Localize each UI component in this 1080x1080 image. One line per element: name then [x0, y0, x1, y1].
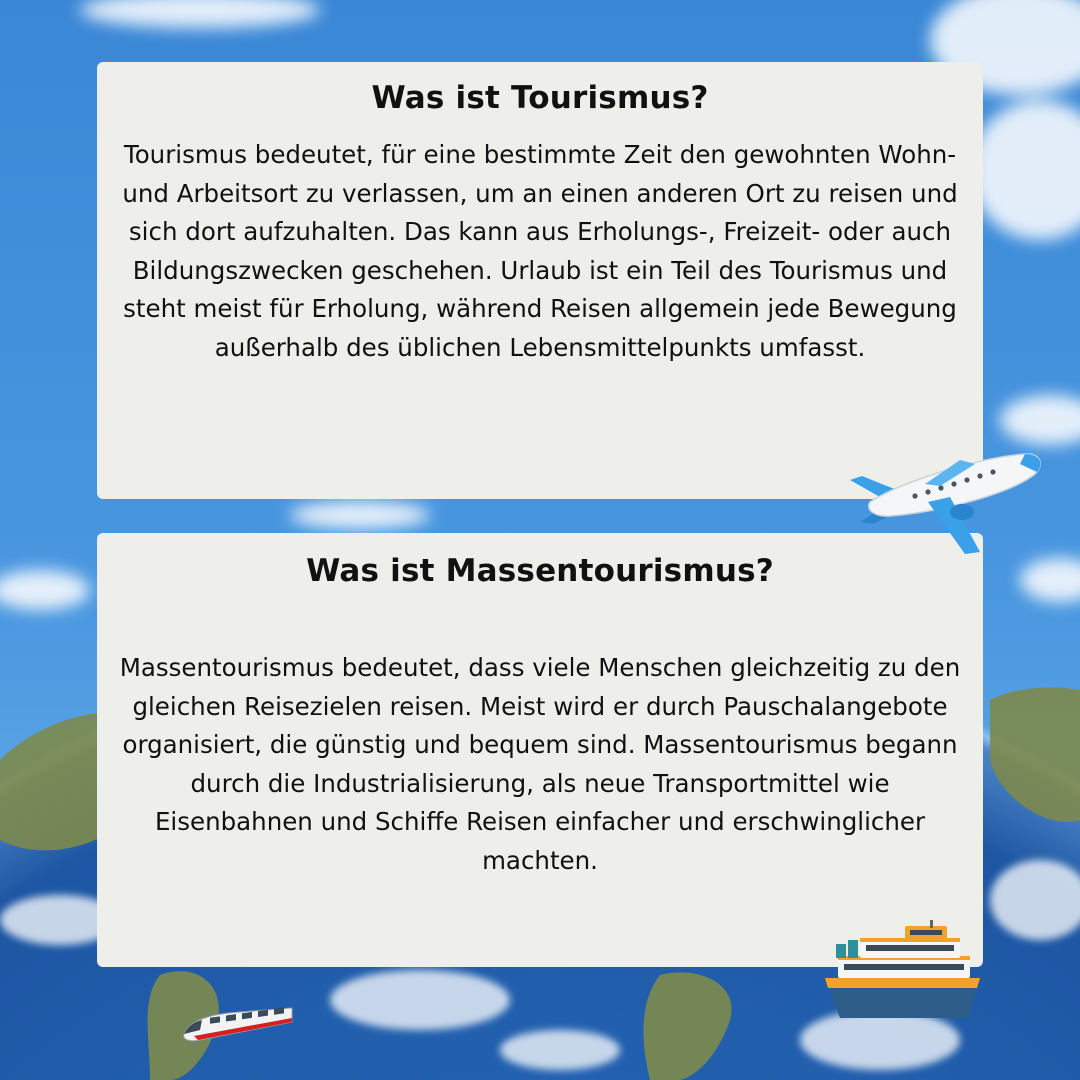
card-title: Was ist Tourismus? [371, 80, 709, 116]
ship-icon [820, 920, 985, 1025]
train-icon [180, 1000, 295, 1050]
airplane-icon [840, 442, 1045, 557]
card-text: Massentourismus bedeutet, dass viele Menschen gleichzeitig zu den gleichen Reisezielen reisen. Meist wird er durch Pauschalangebote organisiert, die günstig und bequem sind. Massentourismus begann durch die Industrialisierung, als neue Transportmittel wie Eisenbahnen und Schiffe Reisen einfacher und erschwinglicher machten. [119, 653, 961, 875]
card-text: Tourismus bedeutet, für eine bestimmte Zeit den gewohnten Wohn- und Arbeitsort zu verlassen, um an einen anderen Ort zu reisen und sich dort aufzuhalten. Das kann aus Erholungs-, Freizeit- oder auch Bildungszwecken geschehen. Urlaub ist ein Teil des Tourismus und steht meist für Erholung, während Reisen allgemein jede Bewegung außerhalb des üblichen Lebensmittelpunkts umfasst. [122, 140, 958, 362]
card-tourismus [97, 62, 983, 499]
card-massentourismus [97, 533, 983, 967]
card-title: Was ist Massentourismus? [306, 553, 774, 589]
